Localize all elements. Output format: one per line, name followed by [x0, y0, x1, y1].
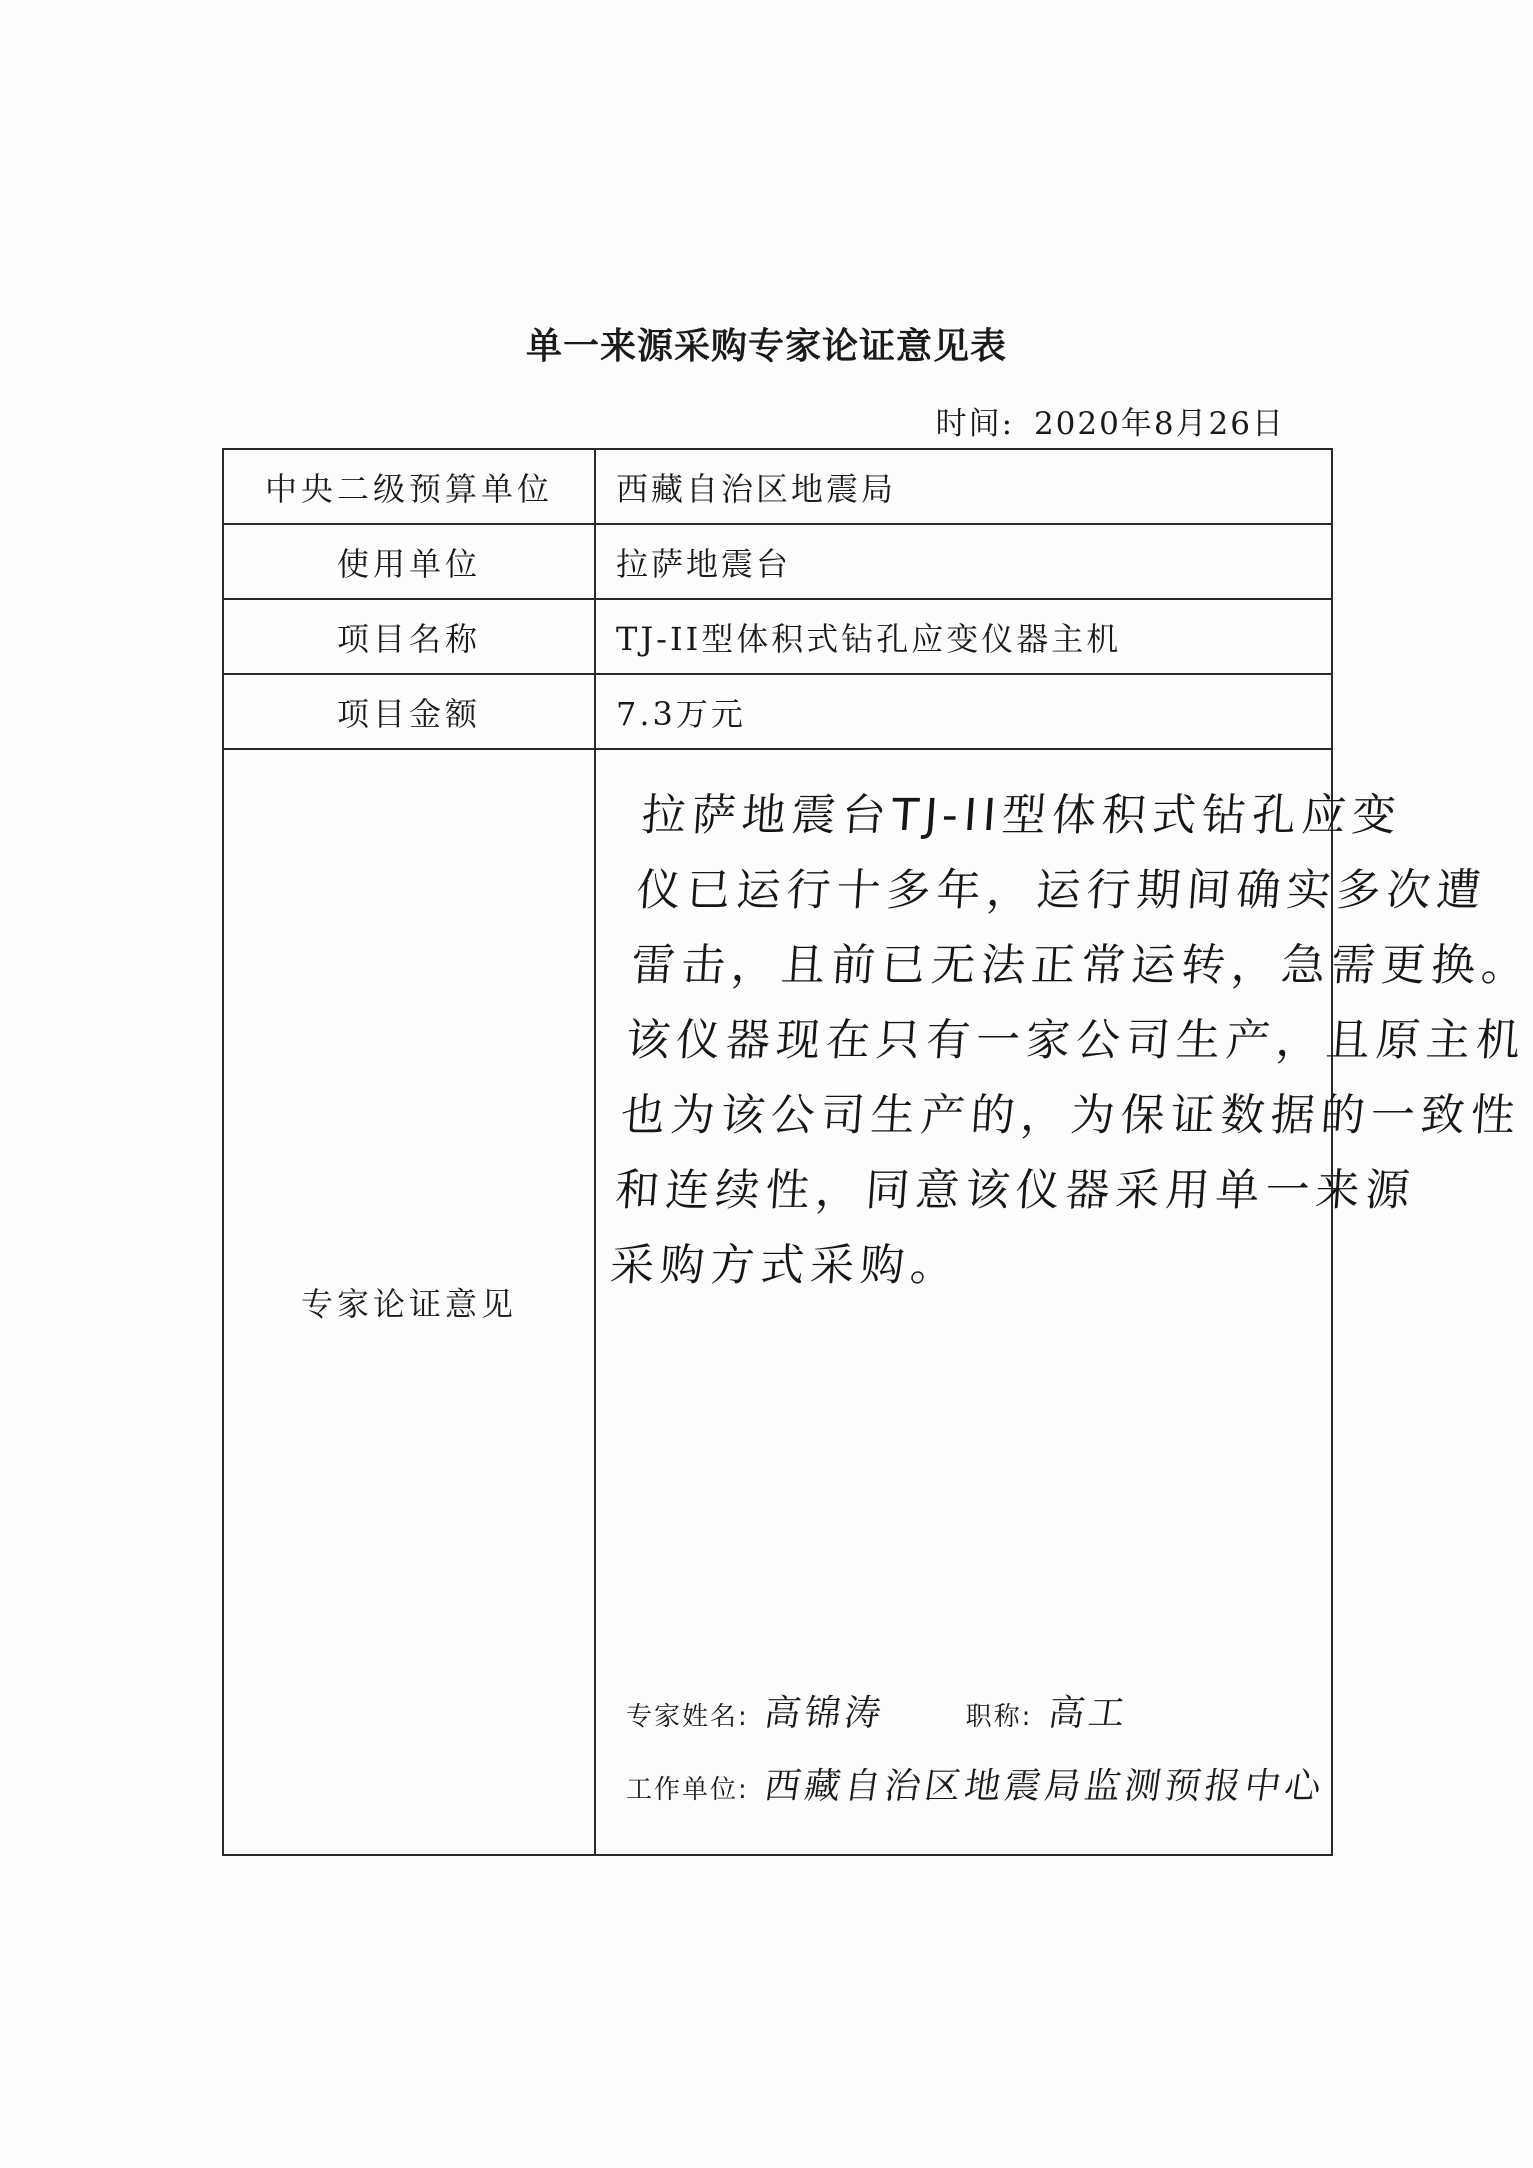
handwritten-line: 该仪器现在只有一家公司生产，且原主机 — [624, 1015, 1528, 1066]
work-unit-value: 西藏自治区地震局监测预报中心 — [761, 1766, 1328, 1807]
handwritten-line: 和连续性，同意该仪器采用单一来源 — [613, 1165, 1418, 1216]
row-value: 西藏自治区地震局 — [595, 449, 1332, 524]
row-value: 7.3万元 — [595, 674, 1332, 749]
expert-name-label: 专家姓名: — [626, 1702, 749, 1732]
row-label: 项目名称 — [223, 599, 595, 674]
row-label: 项目金额 — [223, 674, 595, 749]
work-unit-row — [626, 1758, 1328, 1809]
row-value: 拉萨地震台 — [595, 524, 1332, 599]
opinion-label: 专家论证意见 — [223, 749, 595, 1855]
form-row-user-unit — [223, 524, 1332, 599]
form-row-project-name — [223, 599, 1332, 674]
expert-name-signature: 高锦涛 — [761, 1693, 888, 1734]
handwritten-line: 也为该公司生产的，为保证数据的一致性 — [618, 1090, 1523, 1141]
handwritten-opinion — [608, 778, 1533, 1303]
form-row-budget-unit — [223, 449, 1332, 524]
date-line — [936, 398, 1285, 443]
handwritten-line: 仪已运行十多年，运行期间确实多次遭 — [634, 865, 1489, 916]
document-title: 单一来源采购专家论证意见表 — [525, 326, 1007, 367]
handwritten-line: 雷击，且前已无法正常运转，急需更换。 — [629, 940, 1533, 991]
date-value: 2020年8月26日 — [1033, 406, 1285, 442]
handwritten-line: 拉萨地震台TJ-II型体积式钻孔应变 — [639, 790, 1404, 841]
form-row-expert-opinion — [223, 749, 1332, 1855]
expert-signature-row — [626, 1685, 1132, 1736]
opinion-form-table — [222, 448, 1533, 1856]
handwritten-line: 采购方式采购。 — [608, 1240, 963, 1291]
form-row-project-amount — [223, 674, 1332, 749]
row-label: 使用单位 — [223, 524, 595, 599]
opinion-content — [595, 749, 1533, 1855]
work-unit-label: 工作单位: — [626, 1775, 749, 1805]
expert-title-label: 职称: — [965, 1702, 1033, 1732]
date-label: 时间: — [935, 406, 1015, 442]
row-value: TJ-II型体积式钻孔应变仪器主机 — [595, 599, 1332, 674]
row-label: 中央二级预算单位 — [223, 449, 595, 524]
expert-title-value: 高工 — [1045, 1693, 1132, 1734]
